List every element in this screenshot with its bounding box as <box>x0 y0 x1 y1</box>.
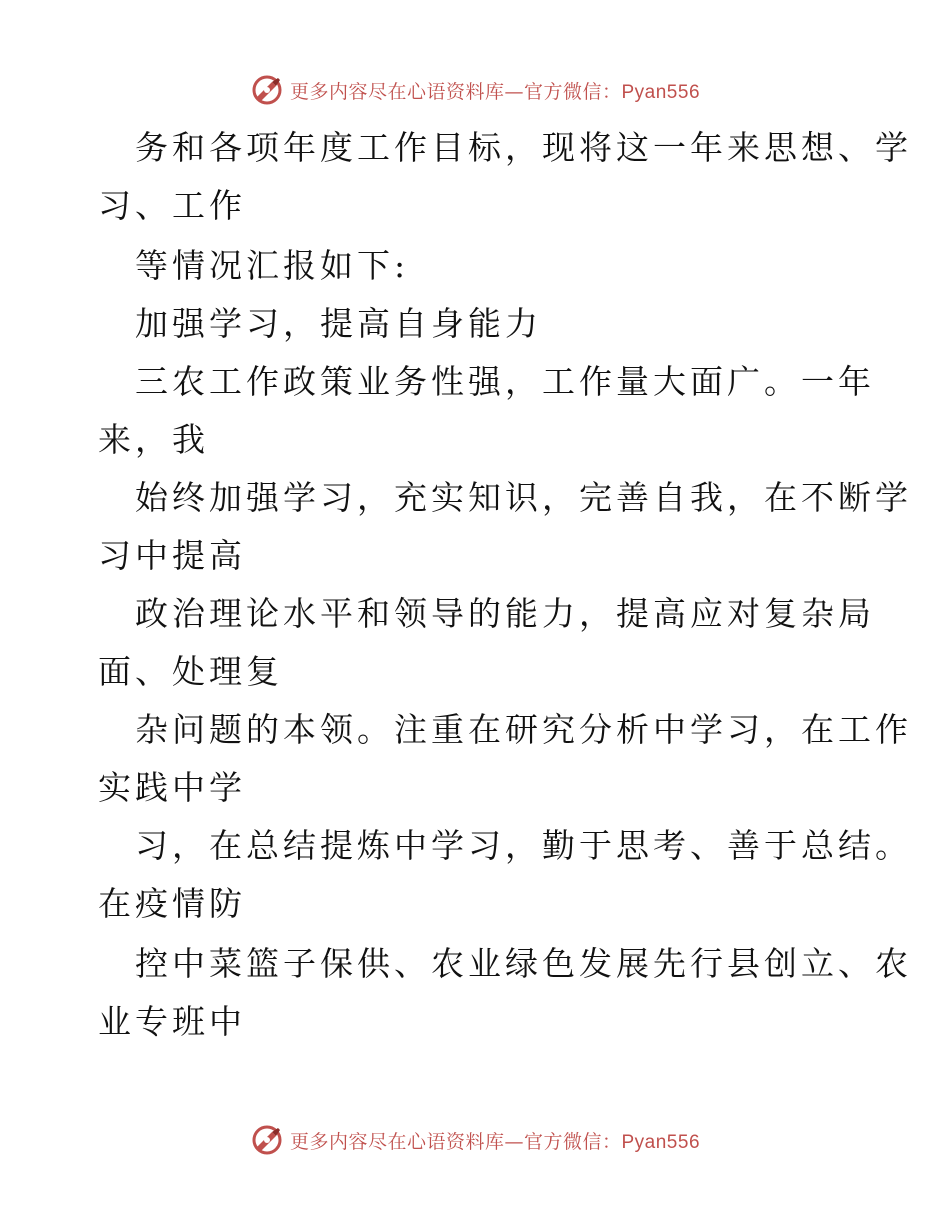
body-line: 务和各项年度工作目标，现将这一年来思想、学 <box>135 128 912 167</box>
header-wechat-id: Pyan556 <box>621 81 701 103</box>
pen-logo-icon <box>250 73 284 107</box>
body-line: 在疫情防 <box>98 884 246 923</box>
body-line: 业专班中 <box>98 1002 246 1041</box>
body-line: 实践中学 <box>98 768 246 807</box>
body-line: 政治理论水平和领导的能力，提高应对复杂局 <box>135 594 875 633</box>
footer-banner <box>0 1120 950 1160</box>
header-banner-content <box>250 73 700 107</box>
body-line: 习中提高 <box>98 536 246 575</box>
body-line: 控中菜篮子保供、农业绿色发展先行县创立、农 <box>135 944 912 983</box>
footer-wechat-id: Pyan556 <box>621 1131 701 1153</box>
body-line: 三农工作政策业务性强，工作量大面广。一年 <box>135 362 875 401</box>
body-line: 来，我 <box>98 420 209 459</box>
header-banner <box>0 70 950 110</box>
footer-banner-label: 更多内容尽在心语资料库—官方微信： <box>289 1130 622 1153</box>
body-line: 杂问题的本领。注重在研究分析中学习，在工作 <box>135 710 912 749</box>
footer-banner-text <box>290 1127 700 1154</box>
body-line: 习、工作 <box>98 186 246 225</box>
section-heading: 加强学习，提高自身能力 <box>135 304 542 343</box>
header-banner-text <box>290 77 700 104</box>
footer-banner-content <box>250 1123 700 1157</box>
pen-logo-icon <box>250 1123 284 1157</box>
body-line: 等情况汇报如下: <box>135 246 410 285</box>
body-line: 习，在总结提炼中学习，勤于思考、善于总结。 <box>135 826 912 865</box>
body-line: 始终加强学习，充实知识，完善自我，在不断学 <box>135 478 912 517</box>
header-banner-label: 更多内容尽在心语资料库—官方微信： <box>289 80 622 103</box>
body-line: 面、处理复 <box>98 652 283 691</box>
